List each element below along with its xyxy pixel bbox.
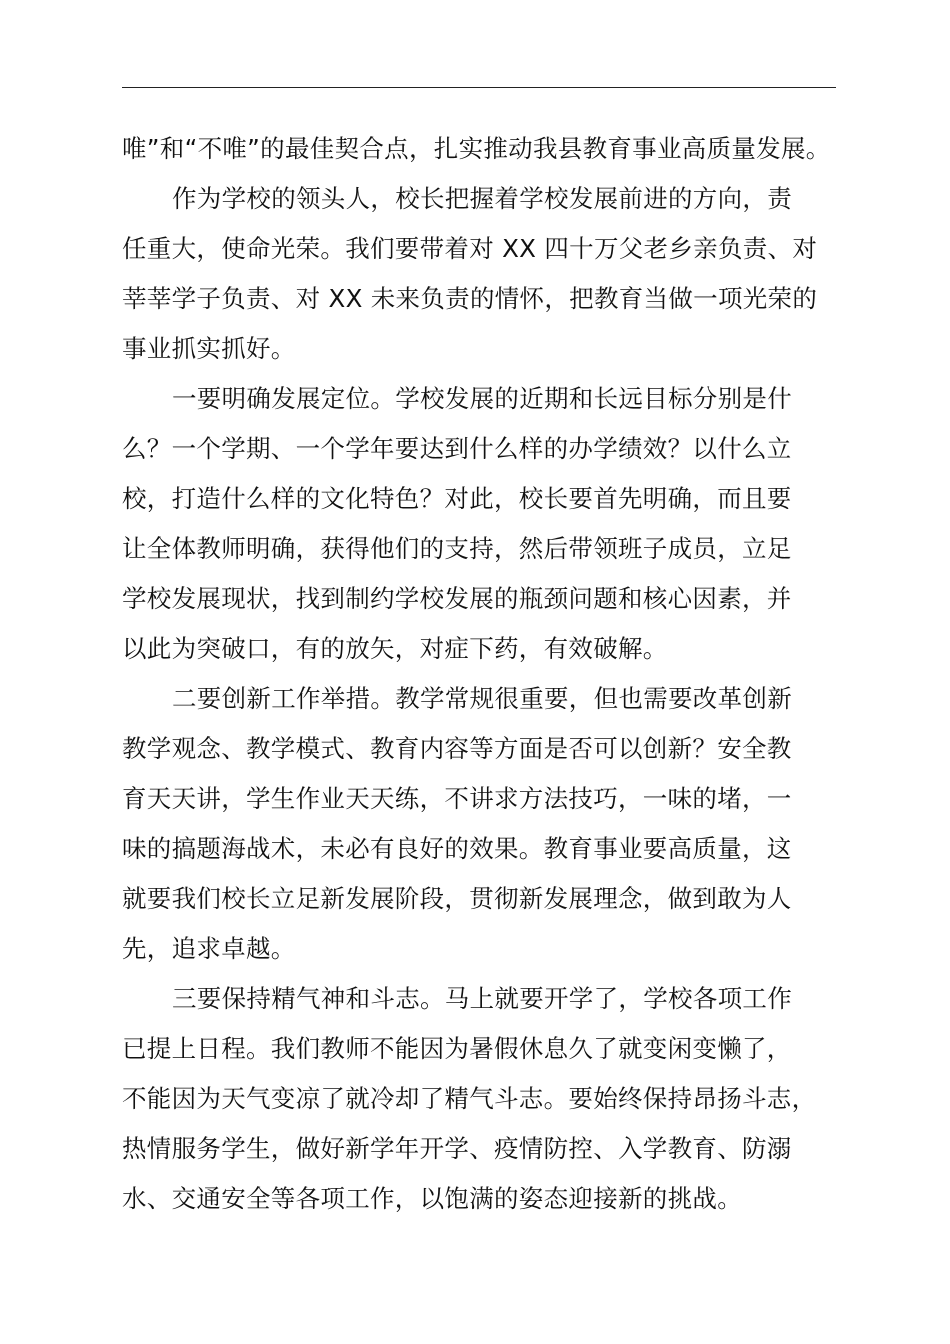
text-line: 味的搞题海战术，未必有良好的效果。教育事业要高质量，这 xyxy=(122,834,792,863)
text-line: 热情服务学生，做好新学年开学、疫情防控、入学教育、防溺 xyxy=(122,1134,792,1163)
text-line: 先，追求卓越。 xyxy=(122,934,296,963)
text-line: 教学观念、教学模式、教育内容等方面是否可以创新？安全教 xyxy=(122,734,792,763)
text-line: 么？一个学期、一个学年要达到什么样的办学绩效？以什么立 xyxy=(122,434,792,463)
paragraph-first-line: 二要创新工作举措。教学常规很重要，但也需要改革创新 xyxy=(172,684,792,713)
text-line: 莘莘学子负责、对 XX 未来负责的情怀，把教育当做一项光荣的 xyxy=(122,284,818,313)
text-line: 任重大，使命光荣。我们要带着对 XX 四十万父老乡亲负责、对 xyxy=(122,234,818,263)
text-line: 事业抓实抓好。 xyxy=(122,334,296,363)
text-line: 育天天讲，学生作业天天练，不讲求方法技巧，一味的堵，一 xyxy=(122,784,792,813)
text-line: 已提上日程。我们教师不能因为暑假休息久了就变闲变懒了， xyxy=(122,1034,792,1063)
text-line: 以此为突破口，有的放矢，对症下药，有效破解。 xyxy=(122,634,668,663)
text-line: 就要我们校长立足新发展阶段，贯彻新发展理念，做到敢为人 xyxy=(122,884,792,913)
paragraph-first-line: 作为学校的领头人，校长把握着学校发展前进的方向，责 xyxy=(172,184,792,213)
text-line: 唯”和“不唯”的最佳契合点，扎实推动我县教育事业高质量发展。 xyxy=(122,134,831,163)
header-rule xyxy=(122,87,836,88)
text-line: 让全体教师明确，获得他们的支持，然后带领班子成员，立足 xyxy=(122,534,792,563)
text-line: 不能因为天气变凉了就冷却了精气斗志。要始终保持昂扬斗志， xyxy=(122,1084,817,1113)
text-line: 学校发展现状，找到制约学校发展的瓶颈问题和核心因素，并 xyxy=(122,584,792,613)
paragraph-first-line: 三要保持精气神和斗志。马上就要开学了，学校各项工作 xyxy=(172,984,792,1013)
text-line: 校，打造什么样的文化特色？对此，校长要首先明确，而且要 xyxy=(122,484,792,513)
text-line: 水、交通安全等各项工作，以饱满的姿态迎接新的挑战。 xyxy=(122,1184,742,1213)
paragraph-first-line: 一要明确发展定位。学校发展的近期和长远目标分别是什 xyxy=(172,384,792,413)
